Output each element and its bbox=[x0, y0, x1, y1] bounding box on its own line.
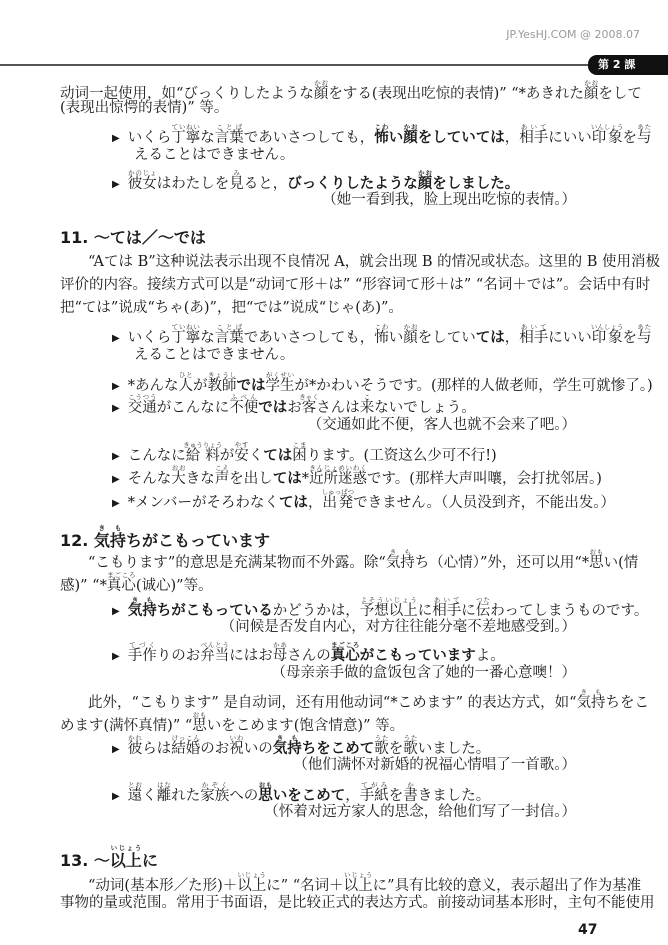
furigana-word: 結婚けっこん bbox=[171, 734, 201, 757]
furigana-word: 手作てづく bbox=[127, 641, 157, 664]
bullet-arrow-icon: ▶ bbox=[112, 451, 120, 462]
furigana-word: 客きゃく bbox=[299, 393, 319, 416]
text-run: をする(表现出吃惊的表情)” “*あきれた bbox=[328, 86, 584, 102]
text-run: ては bbox=[272, 471, 302, 487]
text-run: を出し bbox=[229, 471, 273, 487]
bullet-arrow-icon: ▶ bbox=[112, 474, 120, 485]
furigana-word: 祝いわ bbox=[229, 734, 244, 757]
furigana-word: 与あた bbox=[636, 123, 652, 146]
text-run: (表现出惊愕的表情)” 等。 bbox=[60, 100, 229, 116]
text-run: いをこめます(饱含情意)” 等。 bbox=[206, 718, 405, 734]
furigana-word: 困こま bbox=[292, 441, 307, 464]
translation bbox=[264, 803, 576, 821]
bullet-arrow-icon: ▶ bbox=[112, 381, 120, 392]
bold-text bbox=[287, 176, 418, 192]
furigana-word: 母かあ bbox=[272, 641, 288, 664]
text-run: いくら bbox=[127, 330, 172, 346]
text-run: を bbox=[388, 741, 404, 757]
text-run: な bbox=[200, 330, 215, 346]
bullet-arrow-icon: ▶ bbox=[112, 403, 120, 414]
translation bbox=[272, 664, 577, 682]
text-run: く bbox=[142, 788, 157, 804]
text-run: をしてい bbox=[417, 330, 476, 346]
example-sentence bbox=[112, 123, 651, 148]
furigana-word: 近所迷惑きんじょめいわく bbox=[308, 464, 367, 487]
translation bbox=[221, 618, 576, 636]
text-run: * bbox=[301, 471, 309, 487]
furigana-word: 手紙てがみ bbox=[359, 781, 389, 804]
furigana-word: 丁寧ていねい bbox=[171, 323, 201, 346]
furigana-word: 教師きょうし bbox=[207, 371, 237, 394]
example-sentence bbox=[112, 323, 651, 348]
furigana-word: 印象いんしょう bbox=[590, 323, 624, 346]
bold-text bbox=[157, 603, 273, 619]
furigana-word: 学生がくせい bbox=[265, 371, 295, 394]
text-run: ちをこ bbox=[605, 695, 650, 711]
text-run: （他们满怀对新婚的祝福心情唱了一首歌。） bbox=[293, 757, 576, 773]
text-run: ちがこもっています bbox=[125, 531, 270, 550]
furigana-word: 相手あいて bbox=[519, 123, 549, 146]
text-run: にいい bbox=[548, 130, 592, 146]
text-run: ， bbox=[307, 495, 323, 511]
text-run: であいさつしても， bbox=[243, 130, 375, 146]
furigana-word: 歌うた bbox=[403, 734, 418, 757]
furigana-word: 顔かお bbox=[403, 323, 418, 346]
furigana-word: 以上いじょう bbox=[109, 844, 142, 870]
furigana-word: 来こ bbox=[359, 393, 375, 416]
furigana-word: 離はな bbox=[156, 781, 172, 804]
body-text bbox=[60, 571, 213, 595]
text-run: が*かわいそうです。(那样的人做老师，学生可就惨了。) bbox=[294, 378, 653, 394]
text-run: い bbox=[388, 330, 404, 346]
text-run: をしました。 bbox=[432, 176, 520, 192]
text-run: いました。 bbox=[417, 741, 491, 757]
text-run: にはお bbox=[229, 648, 273, 664]
text-run: きな bbox=[185, 471, 215, 487]
bullet-arrow-icon: ▶ bbox=[112, 179, 120, 190]
text-run: ， bbox=[504, 330, 520, 346]
furigana-word: 彼かれ bbox=[127, 734, 143, 757]
body-text bbox=[134, 346, 294, 364]
text-run: 此外，“こもります” 是自动词，还有用他动词“*こめます” 的表达方式，如“ bbox=[88, 695, 577, 711]
bold-text bbox=[374, 123, 389, 146]
text-run: いの bbox=[243, 741, 273, 757]
bold-text bbox=[127, 596, 157, 619]
site-watermark: JP.YesHJ.COM @ 2008.07 bbox=[506, 28, 640, 41]
bold-text bbox=[272, 734, 302, 757]
header-rule bbox=[0, 64, 600, 66]
furigana-word: 気持きも bbox=[127, 596, 157, 619]
furigana-word: 予想以上よそういじょう bbox=[359, 596, 418, 619]
furigana-word: 言葉ことば bbox=[214, 123, 244, 146]
bold-text bbox=[279, 495, 308, 511]
body-text bbox=[88, 688, 649, 712]
furigana-word: 相手あいて bbox=[432, 596, 462, 619]
furigana-word: 伝つた bbox=[475, 596, 491, 619]
text-run: ると， bbox=[243, 176, 288, 192]
text-run: いくら bbox=[127, 130, 172, 146]
text-run: を bbox=[388, 788, 404, 804]
translation bbox=[293, 756, 576, 774]
text-run: をしていては bbox=[417, 130, 505, 146]
text-run: が bbox=[219, 448, 235, 464]
text-run: 事物的量或范围。常用于书面语，是比较正式的表达方式。前接动词基本形时，主句不能使用 bbox=[60, 895, 655, 911]
furigana-word: 歌うた bbox=[374, 734, 389, 757]
text-run: い(情 bbox=[603, 555, 639, 571]
furigana-word: 印象いんしょう bbox=[590, 123, 624, 146]
bold-text bbox=[360, 648, 476, 664]
text-run: めます(满怀真情)” “ bbox=[60, 718, 193, 734]
bold-text bbox=[417, 169, 433, 192]
furigana-word: 顔かお bbox=[417, 169, 433, 192]
body-text bbox=[60, 99, 228, 117]
furigana-word: 真心まごころ bbox=[330, 641, 360, 664]
text-run: （她一看到我，脸上现出吃惊的表情。） bbox=[322, 192, 576, 208]
bullet-arrow-icon: ▶ bbox=[112, 651, 120, 662]
text-run: な bbox=[200, 130, 215, 146]
text-run: はわたしを bbox=[156, 176, 230, 192]
furigana-word: 気持きも bbox=[576, 688, 606, 711]
bold-text bbox=[273, 788, 346, 804]
text-run: では bbox=[258, 400, 288, 416]
text-run: （交通如此不便，客人也就不会来了吧。） bbox=[307, 417, 576, 433]
body-text bbox=[134, 146, 294, 164]
text-run: “Aては B”这种说法表示出现不良情况 A，就会出现 B 的情况或状态。这里的 B 使用消极 bbox=[88, 254, 661, 270]
furigana-word: 家族かぞく bbox=[200, 781, 230, 804]
furigana-word: 以上いじょう bbox=[237, 871, 267, 894]
example-sentence bbox=[112, 641, 505, 666]
text-run: に bbox=[461, 603, 476, 619]
furigana-word: 書か bbox=[403, 781, 418, 804]
text-run: こんなに bbox=[127, 448, 186, 464]
bold-text bbox=[273, 471, 302, 487]
bold-text bbox=[236, 378, 265, 394]
furigana-word: 安やす bbox=[234, 441, 249, 464]
text-run: がこんなに bbox=[156, 400, 230, 416]
furigana-word: 遠とお bbox=[127, 781, 143, 804]
furigana-word: 大おお bbox=[171, 464, 186, 487]
text-run: では bbox=[236, 378, 266, 394]
bullet-arrow-icon: ▶ bbox=[112, 133, 120, 144]
furigana-word: 丁寧ていねい bbox=[171, 123, 201, 146]
bullet-arrow-icon: ▶ bbox=[112, 333, 120, 344]
bullet-arrow-icon: ▶ bbox=[112, 744, 120, 755]
bold-text bbox=[258, 781, 273, 804]
text-run: きました。 bbox=[417, 788, 491, 804]
chapter-tab: 第 2 課 bbox=[588, 55, 668, 75]
text-run: らは bbox=[142, 741, 172, 757]
bullet-arrow-icon: ▶ bbox=[112, 791, 120, 802]
furigana-word: 気持きも bbox=[272, 734, 302, 757]
text-run: えることはできません。 bbox=[134, 147, 295, 163]
text-run: さんの bbox=[287, 648, 331, 664]
text-run: い bbox=[388, 130, 404, 146]
bullet-arrow-icon: ▶ bbox=[112, 498, 120, 509]
example-sentence bbox=[112, 441, 497, 466]
furigana-word: 思おも bbox=[192, 711, 207, 734]
page-number: 47 bbox=[578, 922, 598, 938]
furigana-word: 怖こわ bbox=[374, 123, 389, 146]
furigana-word: 見み bbox=[229, 169, 244, 192]
text-run: のお bbox=[200, 741, 230, 757]
text-run: いをこめて bbox=[272, 788, 346, 804]
text-run: そんな bbox=[127, 471, 172, 487]
bold-text bbox=[432, 176, 519, 192]
text-run: ないでしょう。 bbox=[374, 400, 476, 416]
text-run: ては bbox=[475, 330, 505, 346]
bullet-arrow-icon: ▶ bbox=[112, 606, 120, 617]
bold-text bbox=[258, 400, 287, 416]
furigana-word: 彼女かのじょ bbox=[127, 169, 157, 192]
text-run: さんは bbox=[316, 400, 360, 416]
text-run: *メンバーがそろわなく bbox=[127, 495, 279, 511]
furigana-word: 怖こわ bbox=[374, 323, 389, 346]
example-sentence bbox=[112, 488, 615, 513]
text-run: く bbox=[248, 448, 264, 464]
text-run: 13. ～ bbox=[60, 851, 110, 870]
text-run: ては bbox=[278, 495, 308, 511]
text-run: びっくりしたような bbox=[287, 176, 418, 192]
text-run: （母亲亲手做的盒饭包含了她的一番心意噢！） bbox=[271, 665, 576, 681]
furigana-word: 出発しゅっぱつ bbox=[321, 488, 355, 511]
furigana-word: 顔かお bbox=[313, 79, 329, 102]
furigana-word: 思おも bbox=[258, 781, 273, 804]
text-run: えることはできません。 bbox=[134, 347, 295, 363]
text-run: への bbox=[229, 788, 259, 804]
bold-text bbox=[330, 641, 360, 664]
text-run: ， bbox=[504, 130, 520, 146]
body-text bbox=[60, 894, 655, 912]
text-run: かどうかは， bbox=[272, 603, 360, 619]
body-text bbox=[60, 711, 404, 735]
text-run: であいさつしても， bbox=[243, 330, 375, 346]
furigana-word: 顔かお bbox=[583, 79, 599, 102]
text-run: 动词一起使用，如“びっくりしたような bbox=[60, 86, 314, 102]
example-sentence bbox=[112, 464, 602, 489]
text-run: ります。(工资这么少可不行!) bbox=[306, 448, 497, 464]
furigana-word: 給料きゅうりょう bbox=[183, 441, 223, 464]
furigana-word: 声こえ bbox=[214, 464, 230, 487]
section-heading bbox=[60, 524, 270, 550]
text-run: （怀着对远方家人的思念，给他们写了一封信。） bbox=[264, 804, 576, 820]
bold-text bbox=[403, 123, 418, 146]
text-run: ちをこめて bbox=[301, 741, 375, 757]
text-run: “こもります”的意思是充满某物而不外露。除“ bbox=[88, 555, 386, 571]
text-run: に” “名词＋ bbox=[266, 878, 344, 894]
text-run: に bbox=[417, 603, 433, 619]
text-run: を bbox=[622, 330, 637, 346]
furigana-word: 気持きも bbox=[93, 524, 126, 550]
section-heading bbox=[60, 229, 206, 247]
body-text bbox=[60, 299, 403, 317]
text-run: わってしまうものです。 bbox=[490, 603, 649, 619]
text-run: 11. ～ては／～では bbox=[60, 228, 206, 247]
body-text bbox=[60, 276, 650, 294]
text-run: 感)” “* bbox=[60, 578, 107, 594]
bold-text bbox=[389, 130, 404, 146]
bold-text bbox=[302, 741, 375, 757]
translation bbox=[322, 191, 576, 209]
text-run: できません。（人员没到齐，不能出发。） bbox=[353, 495, 616, 511]
furigana-word: 気持きも bbox=[385, 548, 415, 571]
text-run: 把“ては”说成“ちゃ(あ)”，把“では”说成“じゃ(あ)”。 bbox=[60, 300, 403, 316]
bold-text bbox=[476, 330, 505, 346]
text-run: りのお bbox=[156, 648, 201, 664]
text-run: ちがこもっている bbox=[156, 603, 273, 619]
text-run: よ。 bbox=[475, 648, 505, 664]
text-run: が bbox=[192, 378, 208, 394]
text-run: をして bbox=[598, 86, 642, 102]
text-run: ては bbox=[263, 448, 293, 464]
text-run: 12. bbox=[60, 531, 94, 550]
furigana-word: 人ひと bbox=[178, 371, 193, 394]
furigana-word: 真心まごころ bbox=[106, 571, 136, 594]
text-run: に bbox=[141, 851, 158, 870]
body-text bbox=[88, 253, 660, 271]
furigana-word: 顔かお bbox=[403, 123, 418, 146]
furigana-word: 交通こうつう bbox=[127, 393, 157, 416]
section-heading bbox=[60, 844, 158, 870]
furigana-word: 不便ふべん bbox=[229, 393, 259, 416]
furigana-word: 与あた bbox=[636, 323, 652, 346]
text-run: お bbox=[287, 400, 302, 416]
furigana-word: 思おも bbox=[589, 548, 604, 571]
text-run: ， bbox=[345, 788, 360, 804]
text-run: にいい bbox=[548, 330, 592, 346]
furigana-word: 弁当べんとう bbox=[200, 641, 230, 664]
bold-text bbox=[418, 130, 505, 146]
text-run: を bbox=[622, 130, 637, 146]
text-run: (诚心)”等。 bbox=[135, 578, 213, 594]
text-run: です。(那样大声叫嚷，会打扰邻居。) bbox=[366, 471, 602, 487]
translation bbox=[308, 416, 576, 434]
text-run: ち（心情）”外，还可以用“* bbox=[414, 555, 590, 571]
text-run: “动词(基本形／た形)＋ bbox=[88, 878, 238, 894]
text-run: （问候是否发自内心，对方往往能分毫不差地感受到。） bbox=[220, 619, 576, 635]
body-text bbox=[88, 548, 638, 572]
text-run: に”具有比较的意义，表示超出了作为基准 bbox=[372, 878, 642, 894]
text-run: れた bbox=[171, 788, 201, 804]
body-text bbox=[88, 871, 641, 895]
furigana-word: 以上いじょう bbox=[343, 871, 373, 894]
text-run: 评价的内容。接续方式可以是“动词て形＋は” “形容词て形＋は” “名词＋では”。会话中有时 bbox=[60, 277, 651, 293]
furigana-word: 相手あいて bbox=[519, 323, 549, 346]
text-run: がこもっています bbox=[359, 648, 476, 664]
bold-text bbox=[263, 448, 292, 464]
furigana-word: 言葉ことば bbox=[214, 323, 244, 346]
example-sentence bbox=[112, 393, 476, 418]
text-run: *あんな bbox=[127, 378, 179, 394]
